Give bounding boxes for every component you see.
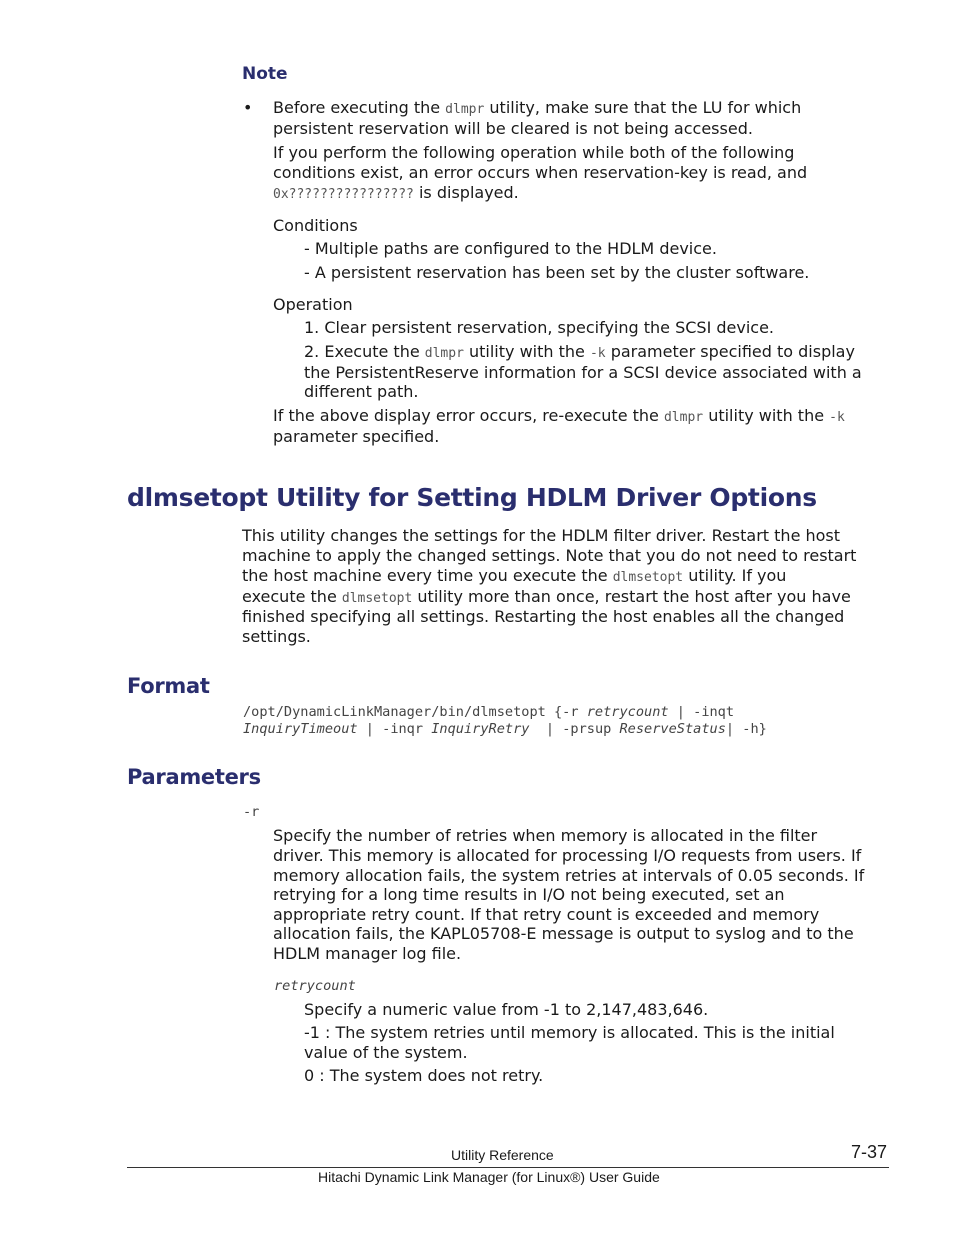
param-desc-line: HDLM manager log file.: [273, 944, 462, 963]
operation-step-2-line2: the PersistentReserve information for a SCSI device associated with a: [304, 363, 862, 382]
note-p1-line1: Before executing the dlmpr utility, make sure that the LU for which: [273, 98, 802, 117]
param-desc-line: driver. This memory is allocated for processing I/O requests from users. If: [273, 846, 862, 865]
page-number: 7-37: [851, 1142, 888, 1162]
note-retry-line1: If the above display error occurs, re-execute the dlmpr utility with the -k: [273, 406, 845, 425]
sub-param-desc: -1 : The system retries until memory is allocated. This is the initial: [304, 1023, 835, 1042]
operation-step-2: 2. Execute the dlmpr utility with the -k parameter specified to display: [304, 342, 855, 361]
note-p2-line3: 0x???????????????? is displayed.: [273, 183, 519, 202]
conditions-label: Conditions: [273, 216, 358, 235]
param-desc-line: retrying for a long time results in I/O not being executed, set an: [273, 885, 785, 904]
bullet: •: [243, 98, 253, 117]
inline-code: -k: [589, 346, 606, 361]
inline-code: dlmpr: [424, 346, 464, 361]
intro-line4: execute the dlmsetopt utility more than once, restart the host after you have: [242, 587, 851, 606]
intro-line6: settings.: [242, 627, 311, 646]
intro-line3: the host machine every time you execute the dlmsetopt utility. If you: [242, 566, 787, 585]
operation-step-1: 1. Clear persistent reservation, specifying the SCSI device.: [304, 318, 775, 337]
param-option: -r: [243, 804, 260, 820]
footer-divider: [127, 1167, 889, 1168]
sub-param-name: retrycount: [274, 978, 356, 994]
inline-code: dlmsetopt: [341, 591, 413, 606]
inline-code: -k: [829, 410, 845, 425]
inline-code: dlmpr: [663, 410, 704, 425]
format-code-line1: /opt/DynamicLinkManager/bin/dlmsetopt {-r retrycount | -inqt: [243, 704, 735, 720]
inline-code: dlmpr: [445, 102, 485, 117]
footer-guide-title: Hitachi Dynamic Link Manager (for Linux®) User Guide: [318, 1169, 660, 1185]
operation-step-2-line3: different path.: [304, 382, 419, 401]
intro-line2: machine to apply the changed settings. Note that you do not need to restart: [242, 546, 857, 565]
note-p2-line1: If you perform the following operation while both of the following: [273, 143, 795, 162]
inline-code: 0x????????????????: [273, 187, 414, 202]
note-p1-line2: persistent reservation will be cleared is not being accessed.: [273, 119, 753, 138]
param-desc-line: Specify the number of retries when memory is allocated in the filter: [273, 826, 818, 845]
format-code-line2: InquiryTimeout | -inqr InquiryRetry | -prsup ReserveStatus| -h}: [243, 721, 767, 737]
operation-label: Operation: [273, 295, 353, 314]
param-desc-line: appropriate retry count. If that retry count is exceeded and memory: [273, 905, 820, 924]
note-p2-line2: conditions exist, an error occurs when reservation-key is read, and: [273, 163, 808, 182]
condition-item: - Multiple paths are configured to the HDLM device.: [304, 239, 717, 258]
intro-line5: finished specifying all settings. Restarting the host enables all the changed: [242, 607, 845, 626]
param-desc-line: allocation fails, the KAPL05708-E message is output to syslog and to the: [273, 924, 854, 943]
condition-item: - A persistent reservation has been set by the cluster software.: [304, 263, 810, 282]
sub-param-desc: Specify a numeric value from -1 to 2,147,483,646.: [304, 1000, 709, 1019]
section-title: dlmsetopt Utility for Setting HDLM Driver Options: [127, 483, 817, 512]
sub-param-desc: 0 : The system does not retry.: [304, 1066, 544, 1085]
intro-line1: This utility changes the settings for the HDLM filter driver. Restart the host: [242, 526, 841, 545]
note-retry-line2: parameter specified.: [273, 427, 440, 446]
sub-param-desc: value of the system.: [304, 1043, 468, 1062]
param-desc-line: memory allocation fails, the system retries at intervals of 0.05 seconds. If: [273, 866, 865, 885]
parameters-heading: Parameters: [127, 765, 261, 789]
note-title: Note: [242, 64, 288, 84]
footer-section: Utility Reference: [451, 1147, 554, 1163]
format-heading: Format: [127, 674, 210, 698]
inline-code: dlmsetopt: [612, 570, 684, 585]
